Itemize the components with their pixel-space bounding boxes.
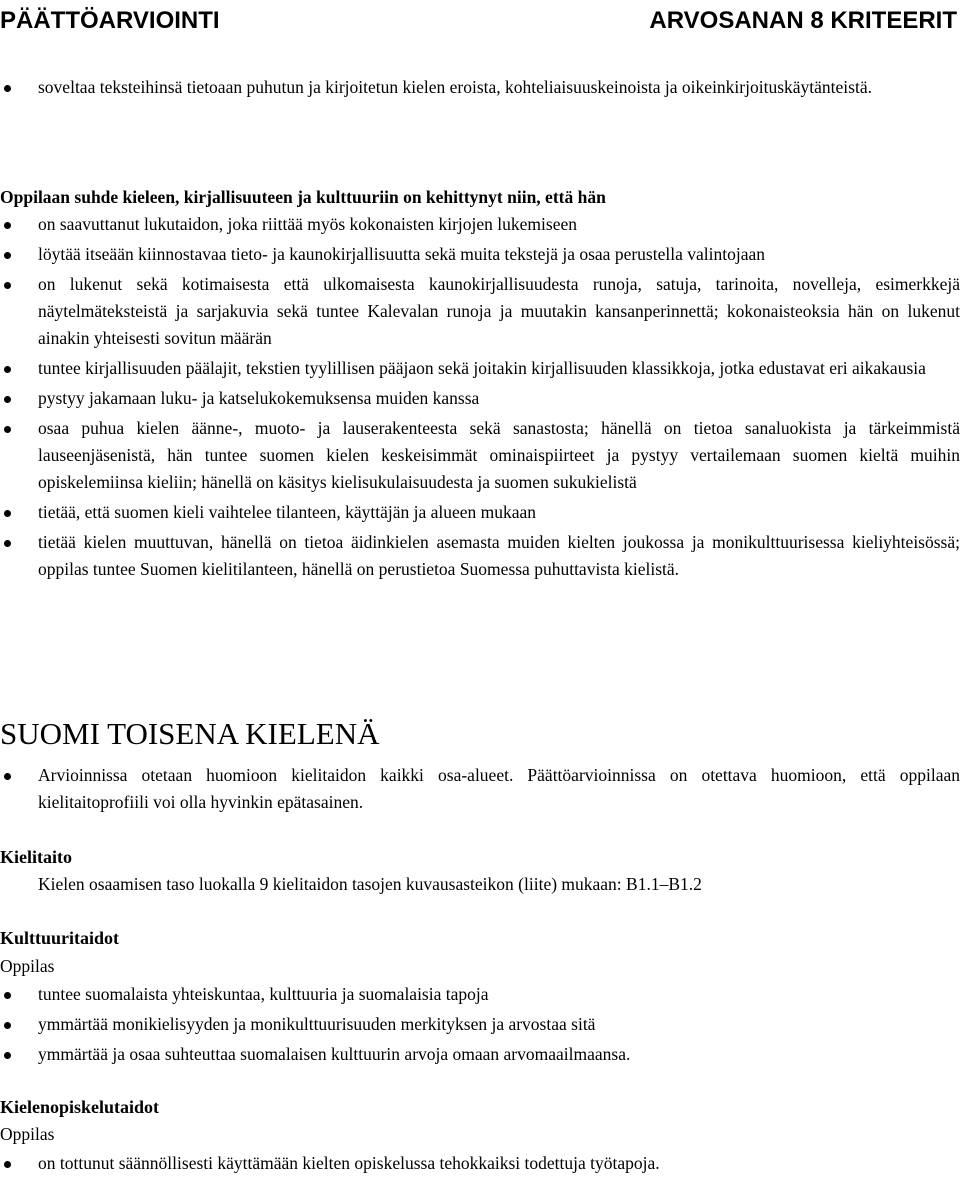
bullet-icon	[4, 85, 11, 92]
intro-list	[0, 74, 960, 101]
bullet-icon	[4, 1161, 11, 1168]
list-item	[0, 529, 960, 583]
list-item-text: tuntee kirjallisuuden päälajit, tekstien tyylillisen pääjaon sekä joitakin kirjallisuuden klassikkoja, jotka edustavat eri aikakausia	[38, 358, 926, 378]
list-item-text: on tottunut säännöllisesti käyttämään kielten opiskelussa tehokkaiksi todettuja työtapoja.	[38, 1153, 660, 1173]
bullet-icon	[4, 1052, 11, 1059]
kulttuuri-subject: Oppilas	[0, 956, 55, 976]
bullet-icon	[4, 282, 11, 289]
list-item-text: ymmärtää monikielisyyden ja monikulttuurisuuden merkityksen ja arvostaa sitä	[38, 1014, 596, 1034]
list-item-text: on saavuttanut lukutaidon, joka riittää myös kokonaisten kirjojen lukemiseen	[38, 214, 577, 234]
kielitaito-text: Kielen osaamisen taso luokalla 9 kielitaidon tasojen kuvausasteikon (liite) mukaan: B1.1–B1.2	[38, 874, 702, 894]
list-item-text: Arvioinnissa otetaan huomioon kielitaidon kaikki osa-alueet. Päättöarvioinnissa on otettava huomioon, että oppilaan kielitaitoprofiili voi olla hyvinkin epätasainen.	[38, 765, 960, 812]
list-item	[0, 1011, 960, 1038]
list-item-text: ymmärtää ja osaa suhteuttaa suomalaisen kulttuurin arvoja omaan arvomaailmaansa.	[38, 1044, 631, 1064]
header-left-title: PÄÄTTÖARVIOINTI	[0, 7, 220, 34]
opiskelu-heading: Kielenopiskelutaidot	[0, 1097, 160, 1117]
header-right-title: ARVOSANAN 8 KRITEERIT	[649, 7, 957, 34]
bullet-icon	[4, 540, 11, 547]
list-item	[0, 241, 960, 268]
bullet-icon	[4, 510, 11, 517]
list-item-text: pystyy jakamaan luku- ja katselukokemuksensa muiden kanssa	[38, 388, 480, 408]
bullet-icon	[4, 252, 11, 259]
kulttuuri-heading: Kulttuuritaidot	[0, 928, 120, 948]
bullet-icon	[4, 396, 11, 403]
list-item-text: tuntee suomalaista yhteiskuntaa, kulttuuria ja suomalaisia tapoja	[38, 984, 489, 1004]
list-item	[0, 74, 960, 101]
list-item-text: on lukenut sekä kotimaisesta että ulkomaisesta kaunokirjallisuudesta runoja, satuja, tarinoita, novelleja, esimerkkejä näytelmäteksteistä ja sarjakuvia sekä tuntee Kalevalan runoja ja muutakin kansanperinnettä; kokonaisteoksia hän on lukenut ainakin yhteisesti sovitun määrän	[38, 274, 960, 348]
opiskelu-list	[0, 1150, 960, 1177]
opiskelu-subject: Oppilas	[0, 1124, 55, 1144]
bullet-icon	[4, 426, 11, 433]
list-item	[0, 499, 960, 526]
development-heading: Oppilaan suhde kieleen, kirjallisuuteen ja kulttuuriin on kehittynyt niin, että hän	[0, 187, 606, 207]
bullet-icon	[4, 1022, 11, 1029]
s2-list	[0, 762, 960, 816]
list-item	[0, 415, 960, 496]
bullet-icon	[4, 222, 11, 229]
development-list	[0, 211, 960, 586]
list-item	[0, 1150, 960, 1177]
list-item	[0, 1041, 960, 1068]
kielitaito-heading: Kielitaito	[0, 847, 72, 867]
list-item	[0, 385, 960, 412]
list-item-text: tietää, että suomen kieli vaihtelee tilanteen, käyttäjän ja alueen mukaan	[38, 502, 537, 522]
list-item	[0, 211, 960, 238]
list-item-text: osaa puhua kielen äänne-, muoto- ja lauserakenteesta sekä sanastosta; hänellä on tietoa sanaluokista ja tärkeimmistä lauseenjäsenistä, hän tuntee suomen kielen keskeisimmät ominaispiirteet ja pystyy vertailemaan suomen kieltä muihin opiskelemiinsa kieliin; hänellä on käsitys kielisukulaisuudesta ja suomen sukukielistä	[38, 418, 960, 492]
list-item	[0, 271, 960, 352]
list-item-text: tietää kielen muuttuvan, hänellä on tietoa äidinkielen asemasta muiden kielten joukossa ja monikulttuurisessa kieliyhteisössä; oppilas tuntee Suomen kielitilanteen, hänellä on perustietoa Suomessa puhuttavista kielistä.	[38, 532, 960, 579]
list-item-text: soveltaa teksteihinsä tietoaan puhutun ja kirjoitetun kielen eroista, kohteliaisuuskeinoista ja oikeinkirjoituskäytänteistä.	[38, 77, 872, 97]
list-item	[0, 355, 960, 382]
list-item-text: löytää itseään kiinnostavaa tieto- ja kaunokirjallisuutta sekä muita tekstejä ja osaa perustella valintojaan	[38, 244, 765, 264]
bullet-icon	[4, 992, 11, 999]
section-title: SUOMI TOISENA KIELENÄ	[0, 716, 380, 751]
page-header	[0, 6, 960, 36]
kulttuuri-list	[0, 981, 960, 1071]
list-item	[0, 762, 960, 816]
bullet-icon	[4, 773, 11, 780]
list-item	[0, 981, 960, 1008]
bullet-icon	[4, 366, 11, 373]
